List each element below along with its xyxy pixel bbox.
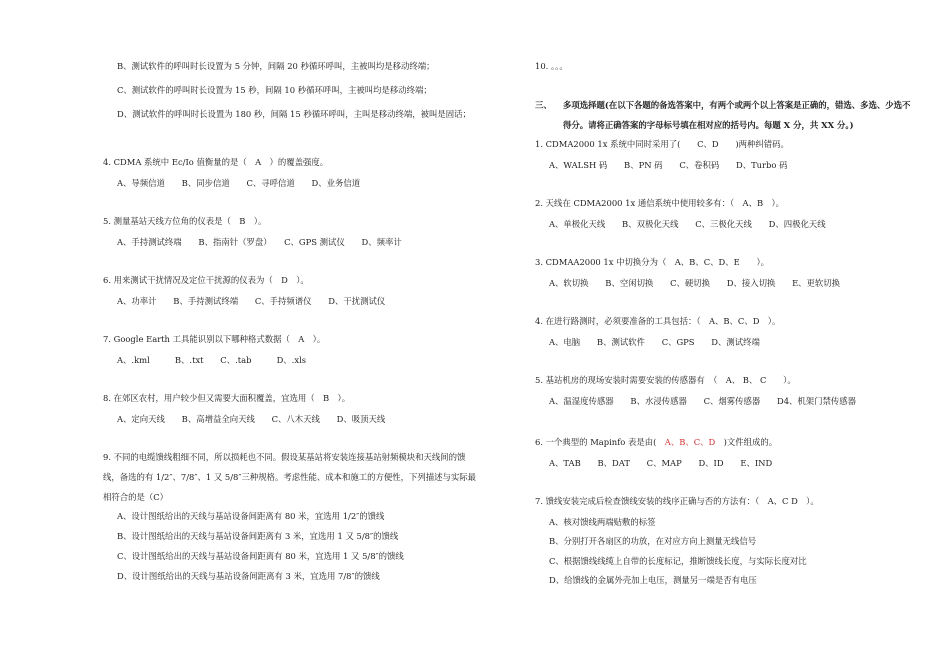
q3-option-d: D、测试软件的呼叫时长设置为 180 秒，间隔 15 秒循环呼叫，主叫是移动终端，被叫是固话； bbox=[117, 109, 471, 119]
m2-options: A、单极化天线 B、双极化天线 C、三极化天线 D、四极化天线 bbox=[549, 219, 826, 229]
q5-options: A、手持测试终端 B、指南针（罗盘） C、GPS 测试仪 D、频率计 bbox=[117, 237, 402, 247]
q4-options: A、导频信道 B、同步信道 C、寻呼信道 D、业务信道 bbox=[117, 178, 361, 188]
m7-option-b: B、分别打开各扇区的功放，在对应方向上测量无线信号 bbox=[549, 536, 757, 546]
q6-options: A、功率计 B、手持测试终端 C、手持频谱仪 D、干扰测试仪 bbox=[117, 296, 386, 306]
q9-stem-line1: 9. 不同的电缆馈线粗细不同，所以损耗也不同。假设某基站将安装连接基站射频模块和天线间的馈 bbox=[103, 452, 466, 462]
m7-stem: 7. 馈线安装完成后检查馈线安装的线序正确与否的方法有：（ A、C D ）。 bbox=[535, 496, 819, 506]
m4-stem: 4. 在进行路测时，必须要准备的工具包括：（ A、B、C、D ）。 bbox=[535, 316, 781, 326]
q9-option-d: D、设计图纸给出的天线与基站设备间距离有 3 米，宜选用 7/8″的馈线 bbox=[117, 571, 380, 581]
q5-stem: 5. 测量基站天线方位角的仪表是（ B ）。 bbox=[103, 216, 267, 226]
q3-option-c: C、测试软件的呼叫时长设置为 15 秒，间隔 10 秒循环呼叫，主被叫均是移动终端； bbox=[117, 85, 432, 95]
m7-option-a: A、核对馈线两端贴敷的标签 bbox=[549, 517, 656, 527]
m4-options: A、电脑 B、测试软件 C、GPS D、测试终端 bbox=[549, 337, 760, 347]
q9-option-c: C、设计图纸给出的天线与基站设备间距离有 80 米，宜选用 1 又 5/8″的馈线 bbox=[117, 551, 404, 561]
m7-option-c: C、根据馈线线缆上自带的长度标记，推断馈线长度，与实际长度对比 bbox=[549, 556, 807, 566]
q7-options: A、.kml B、.txt C、.tab D、.xls bbox=[117, 355, 307, 365]
section3-title-line2: 得分。请将正确答案的字母标号填在相对应的括号内。每题 X 分，共 XX 分。) bbox=[563, 120, 854, 130]
q4-stem: 4. CDMA 系统中 Ec/Io 值衡量的是（ A ）的覆盖强度。 bbox=[103, 157, 329, 167]
q9-option-a: A、设计图纸给出的天线与基站设备间距离有 80 米，宜选用 1/2″的馈线 bbox=[117, 511, 385, 521]
m6-answer: A、B、C、D bbox=[664, 437, 716, 447]
m3-stem: 3. CDMAA2000 1x 中切换分为（ A、B、C、D、E ）。 bbox=[535, 257, 770, 267]
q8-stem: 8. 在郊区农村，用户较少但又需要大面积覆盖，宜选用（ B ）。 bbox=[103, 393, 351, 403]
m3-options: A、软切换 B、空闲切换 C、硬切换 D、接入切换 E、更软切换 bbox=[549, 278, 841, 288]
q3-option-b: B、测试软件的呼叫时长设置为 5 分钟，间隔 20 秒循环呼叫，主被叫均是移动终端； bbox=[117, 61, 435, 71]
m5-stem: 5. 基站机房的现场安装时需要安装的传感器有 （ A、 B、 C ）。 bbox=[535, 375, 796, 385]
section3-title-line1: 多项选择题(在以下各题的备选答案中，有两个或两个以上答案是正确的，错选、多选、少选不 bbox=[563, 100, 911, 110]
q9-stem-line2: 线，备选的有 1/2″、7/8″、1 又 5/8″三种规格。考虑性能、成本和施工的方便性，下列描述与实际最 bbox=[103, 472, 477, 482]
q8-options: A、定向天线 B、高增益全向天线 C、八木天线 D、吸顶天线 bbox=[117, 414, 386, 424]
m6-stem-suffix: )文件组成的。 bbox=[715, 437, 778, 447]
m7-option-d: D、给馈线的金属外壳加上电压，测量另一端是否有电压 bbox=[549, 575, 757, 585]
m5-options: A、温湿度传感器 B、水浸传感器 C、烟雾传感器 D4、机架门禁传感器 bbox=[549, 396, 857, 406]
m6-options: A、TAB B、DAT C、MAP D、ID E、IND bbox=[549, 458, 773, 468]
m6-stem-prefix: 6. 一个典型的 Mapinfo 表是由( bbox=[535, 437, 665, 447]
q9-stem-line3: 相符合的是（C） bbox=[103, 492, 169, 502]
q7-stem: 7. Google Earth 工具能识别以下哪种格式数据（ A ）。 bbox=[103, 334, 326, 344]
q10-line: 10. 。。。 bbox=[535, 61, 568, 71]
section3-number: 三、 bbox=[535, 100, 552, 110]
m2-stem: 2. 天线在 CDMA2000 1x 通信系统中使用较多有：（ A、B ）。 bbox=[535, 198, 785, 208]
m1-options: A、WALSH 码 B、PN 码 C、卷积码 D、Turbo 码 bbox=[549, 160, 788, 170]
m6-stem bbox=[535, 436, 777, 448]
q9-option-b: B、设计图纸给出的天线与基站设备间距离有 3 米，宜选用 1 又 5/8″的馈线 bbox=[117, 531, 399, 541]
q6-stem: 6. 用来测试干扰情况及定位干扰源的仪表为（ D ）。 bbox=[103, 275, 309, 285]
m1-stem: 1. CDMA2000 1x 系统中同时采用了( C、D )两种纠错码。 bbox=[535, 139, 789, 149]
